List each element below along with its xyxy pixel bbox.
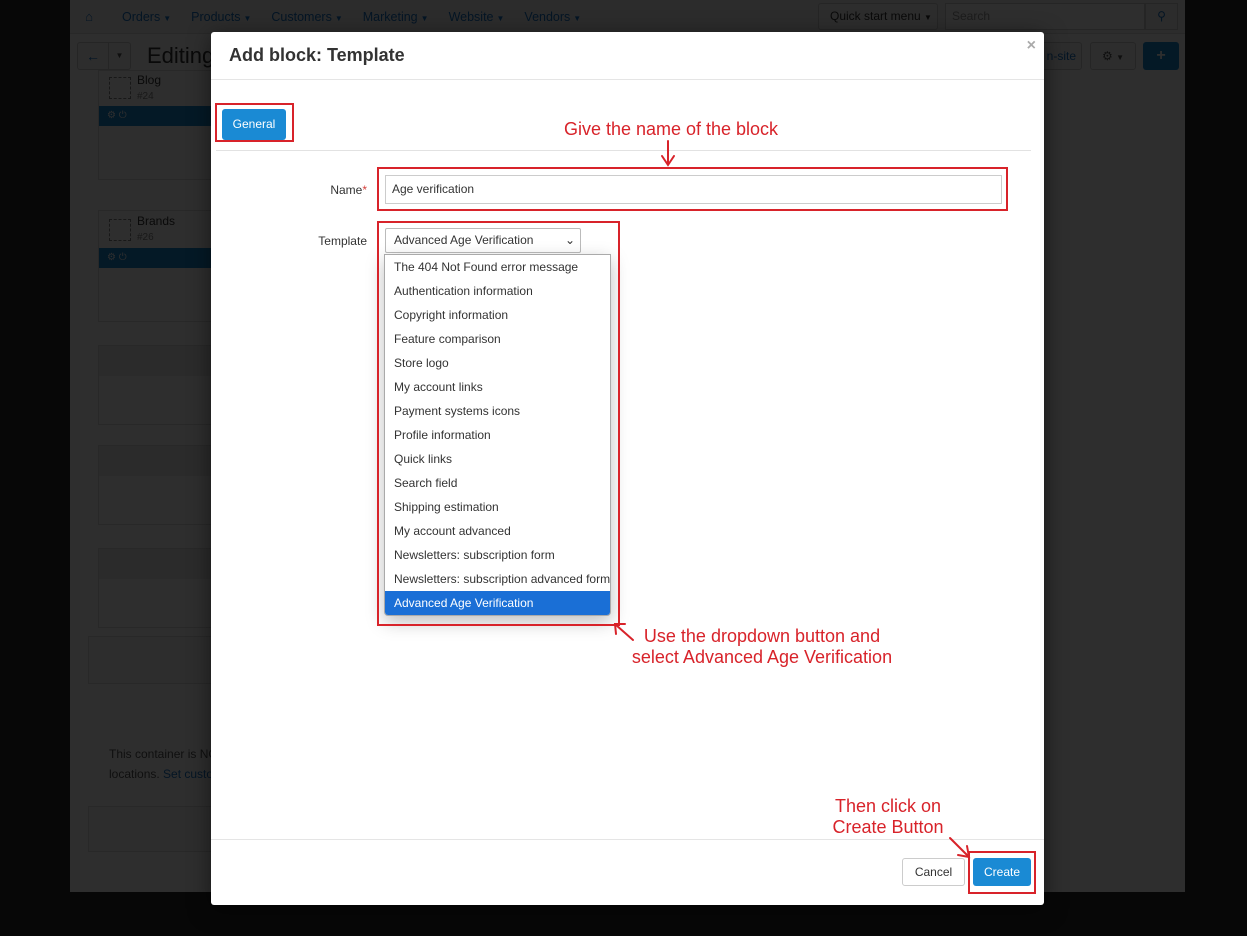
template-option[interactable]: Store logo	[394, 356, 449, 370]
template-option[interactable]: Search field	[394, 476, 458, 490]
annotation-name-hint: Give the name of the block	[563, 119, 779, 139]
chevron-down-icon: ⌄	[564, 233, 575, 247]
annotation-create-hint	[822, 796, 954, 838]
template-option[interactable]: Profile information	[394, 428, 491, 442]
create-button[interactable]: Create	[973, 858, 1031, 886]
name-label-text: Name	[330, 183, 363, 197]
name-label	[311, 183, 367, 197]
tab-general[interactable]: General	[222, 109, 286, 140]
template-select[interactable]	[385, 228, 581, 253]
template-option[interactable]: The 404 Not Found error message	[394, 260, 579, 274]
template-option[interactable]: My account advanced	[394, 524, 511, 538]
template-option[interactable]: Newsletters: subscription form	[394, 548, 555, 562]
template-option[interactable]: Authentication information	[394, 284, 533, 298]
template-option[interactable]: Copyright information	[394, 308, 509, 322]
annotation-line: Create Button	[832, 817, 944, 837]
close-icon[interactable]: ×	[1026, 37, 1036, 54]
template-option[interactable]: Shipping estimation	[394, 500, 499, 514]
template-option[interactable]: Payment systems icons	[394, 404, 521, 418]
tabs-divider	[216, 150, 1031, 151]
name-input[interactable]: Age verification	[385, 175, 1002, 204]
template-dropdown-list	[384, 254, 611, 616]
annotation-line: Use the dropdown button and	[643, 626, 881, 646]
annotation-line: Then click on	[834, 796, 942, 816]
template-label: Template	[318, 234, 367, 248]
template-option[interactable]: Feature comparison	[394, 332, 501, 346]
annotation-dropdown-hint	[622, 626, 902, 668]
template-option[interactable]: Advanced Age Verification	[385, 591, 610, 615]
add-block-modal	[211, 32, 1044, 905]
modal-title: Add block: Template	[229, 45, 405, 65]
annotation-line: select Advanced Age Verification	[631, 647, 893, 667]
cancel-button[interactable]: Cancel	[902, 858, 965, 886]
required-mark: *	[362, 183, 367, 197]
template-option[interactable]: My account links	[394, 380, 483, 394]
template-option[interactable]: Newsletters: subscription advanced form	[394, 572, 610, 586]
template-option[interactable]: Quick links	[394, 452, 453, 466]
modal-header	[211, 32, 1044, 80]
template-selected-value: Advanced Age Verification	[394, 233, 534, 247]
